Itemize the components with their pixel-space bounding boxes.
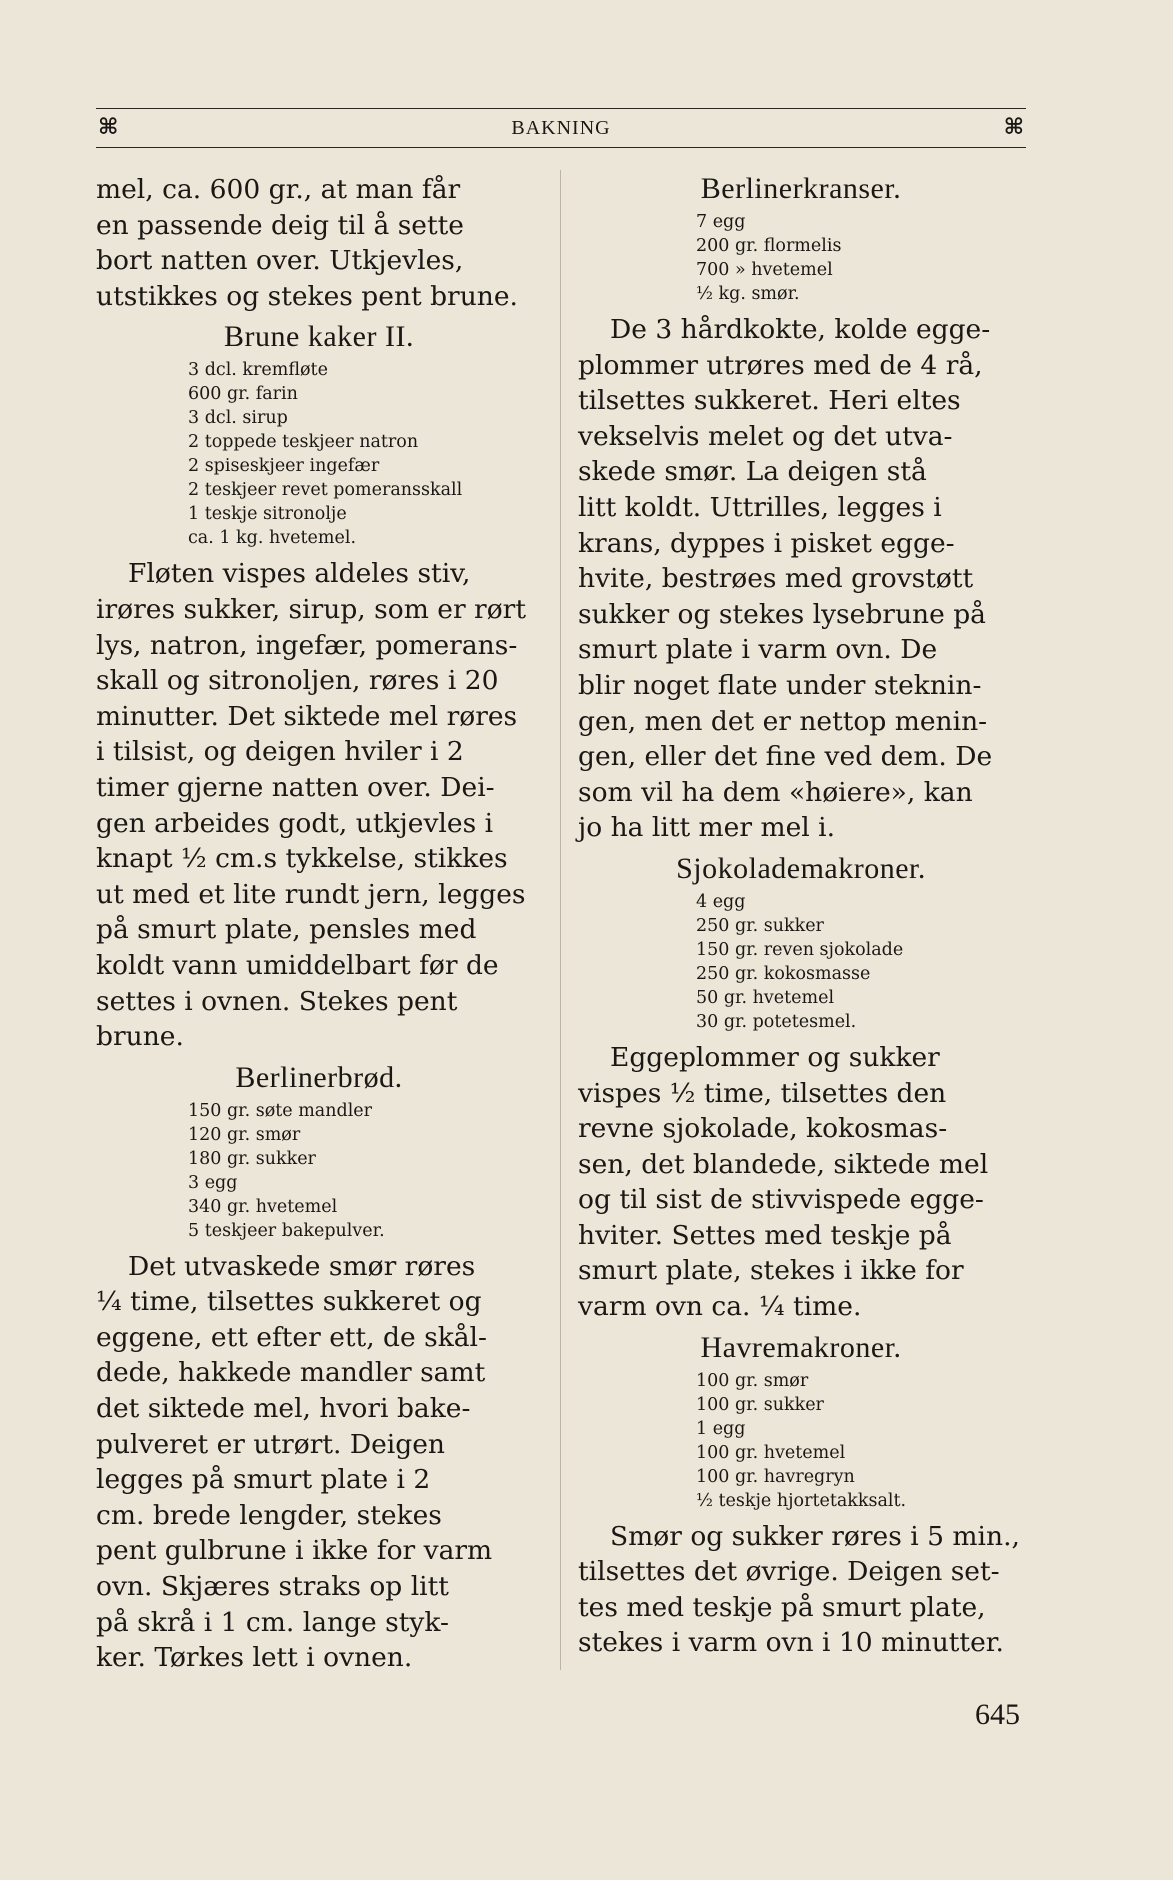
- ingredient: 2 teskjeer revet pomeransskall: [188, 480, 463, 501]
- text-line: brune.: [96, 1021, 184, 1053]
- ornament-left-icon: ⌘: [98, 114, 119, 140]
- text-line: en passende deig til å sette: [96, 209, 464, 241]
- right-column: [578, 172, 1024, 1661]
- intro-paragraph: [96, 172, 542, 314]
- ingredient: 100 gr. smør: [696, 1370, 809, 1391]
- running-title: BAKNING: [511, 117, 611, 139]
- recipe-instructions: [96, 556, 542, 1054]
- ingredient-list: [578, 1369, 1024, 1513]
- recipe-instructions: [578, 1519, 1024, 1661]
- text-line: plommer utrøres med de 4 rå,: [578, 349, 983, 381]
- ingredient: 340 gr. hvetemel: [188, 1196, 338, 1217]
- text-line: som vil ha dem «høiere», kan: [578, 776, 973, 808]
- ingredient: 100 gr. hvetemel: [696, 1442, 846, 1463]
- text-line: revne sjokolade, kokosmas-: [578, 1113, 948, 1145]
- text-line: koldt vann umiddelbart før de: [96, 949, 499, 981]
- text-line: pulveret er utrørt. Deigen: [96, 1428, 445, 1460]
- text-line: gen, eller det fine ved dem. De: [578, 741, 993, 773]
- recipe-title: Berlinerbrød.: [235, 1060, 403, 1094]
- ornament-right-icon: ⌘: [1003, 114, 1024, 140]
- ingredient: 1 teskje sitronolje: [188, 504, 347, 525]
- column-divider: [560, 170, 561, 1670]
- text-line: tilsettes sukkeret. Heri eltes: [578, 385, 961, 417]
- text-line: utstikkes og stekes pent brune.: [96, 280, 518, 312]
- text-line: i tilsist, og deigen hviler i 2: [96, 736, 464, 768]
- text-line: smurt plate, stekes i ikke for: [578, 1255, 964, 1287]
- text-line: Smør og sukker røres i 5 min.,: [610, 1520, 1020, 1552]
- text-line: stekes i varm ovn i 10 minutter.: [578, 1627, 1004, 1659]
- text-line: ovn. Skjæres straks op litt: [96, 1571, 449, 1603]
- ingredient: 50 gr. hvetemel: [696, 987, 835, 1008]
- text-line: hviter. Settes med teskje på: [578, 1219, 952, 1251]
- ingredient: 120 gr. smør: [188, 1124, 301, 1145]
- text-line: på smurt plate, pensles med: [96, 914, 477, 946]
- ingredient: 1 egg: [696, 1418, 746, 1439]
- ingredient: 3 egg: [188, 1172, 238, 1193]
- text-line: vispes ½ time, tilsettes den: [578, 1077, 947, 1109]
- text-line: pent gulbrune i ikke for varm: [96, 1535, 493, 1567]
- page-number: 645: [975, 1698, 1020, 1731]
- ingredient: 150 gr. søte mandler: [188, 1100, 373, 1121]
- text-line: skall og sitronoljen, røres i 20: [96, 665, 499, 697]
- ingredient: ca. 1 kg. hvetemel.: [188, 528, 357, 549]
- ingredient: 7 egg: [696, 212, 746, 232]
- text-line: bort natten over. Utkjevles,: [96, 245, 464, 277]
- text-line: hvite, bestrøes med grovstøtt: [578, 563, 974, 595]
- ingredient: 3 dcl. sirup: [188, 408, 288, 429]
- ingredient: 180 gr. sukker: [188, 1148, 316, 1169]
- recipe-title: Sjokolademakroner.: [676, 851, 926, 885]
- ingredient: 2 spiseskjeer ingefær: [188, 456, 380, 477]
- ingredient: 250 gr. sukker: [696, 915, 824, 936]
- running-header: [96, 108, 1026, 148]
- recipe-instructions: [578, 1040, 1024, 1325]
- text-line: timer gjerne natten over. Dei-: [96, 771, 495, 803]
- text-line: sukker og stekes lysebrune på: [578, 598, 986, 630]
- ingredient: 100 gr. sukker: [696, 1394, 824, 1415]
- ingredient: 3 dcl. kremfløte: [188, 360, 328, 381]
- text-line: litt koldt. Uttrilles, legges i: [578, 491, 942, 523]
- ingredient-list: [96, 358, 542, 550]
- ingredient: ½ teskje hjortetakksalt.: [696, 1490, 907, 1511]
- text-line: jo ha litt mer mel i.: [578, 812, 836, 844]
- text-line: cm. brede lengder, stekes: [96, 1499, 442, 1531]
- recipe-instructions: [96, 1249, 542, 1676]
- recipe-title: Brune kaker II.: [224, 320, 414, 354]
- text-line: og til sist de stivvispede egge-: [578, 1184, 984, 1216]
- ingredient-list: [96, 1099, 542, 1243]
- text-line: irøres sukker, sirup, som er rørt: [96, 593, 526, 625]
- ingredient: 4 egg: [696, 891, 746, 912]
- ingredient: ½ kg. smør.: [696, 284, 800, 304]
- text-line: vekselvis melet og det utva-: [578, 420, 953, 452]
- text-line: sen, det blandede, siktede mel: [578, 1148, 989, 1180]
- recipe-title: Berlinerkranser.: [700, 172, 902, 205]
- ingredient-list: [578, 890, 1024, 1034]
- text-line: legges på smurt plate i 2: [96, 1464, 431, 1496]
- recipe-instructions: [578, 312, 1024, 846]
- text-line: tes med teskje på smurt plate,: [578, 1591, 986, 1623]
- ingredient: 200 gr. flormelis: [696, 236, 842, 256]
- text-line: Det utvaskede smør røres: [128, 1250, 476, 1282]
- ingredient: 5 teskjeer bakepulver.: [188, 1220, 385, 1241]
- text-line: lys, natron, ingefær, pomerans-: [96, 629, 518, 661]
- text-line: det siktede mel, hvori bake-: [96, 1393, 471, 1425]
- text-line: De 3 hårdkokte, kolde egge-: [610, 314, 991, 345]
- ingredient: 250 gr. kokosmasse: [696, 963, 871, 984]
- text-line: smurt plate i varm ovn. De: [578, 634, 938, 666]
- ingredient-list: [578, 210, 1024, 306]
- ingredient: 30 gr. potetesmel.: [696, 1011, 857, 1032]
- text-line: ¼ time, tilsettes sukkeret og: [96, 1286, 482, 1318]
- text-line: eggene, ett efter ett, de skål-: [96, 1321, 487, 1353]
- text-line: gen arbeides godt, utkjevles i: [96, 807, 494, 839]
- text-line: ut med et lite rundt jern, legges: [96, 878, 526, 910]
- ingredient: 600 gr. farin: [188, 384, 298, 405]
- text-line: varm ovn ca. ¼ time.: [578, 1291, 862, 1323]
- text-line: knapt ½ cm.s tykkelse, stikkes: [96, 843, 508, 875]
- text-line: ker. Tørkes lett i ovnen.: [96, 1642, 413, 1674]
- text-line: på skrå i 1 cm. lange styk-: [96, 1606, 449, 1638]
- text-line: minutter. Det siktede mel røres: [96, 700, 518, 732]
- left-column: [96, 172, 542, 1676]
- text-line: krans, dyppes i pisket egge-: [578, 527, 955, 559]
- text-line: dede, hakkede mandler samt: [96, 1357, 486, 1389]
- ingredient: 700 » hvetemel: [696, 260, 833, 280]
- text-line: Fløten vispes aldeles stiv,: [128, 558, 471, 590]
- text-line: mel, ca. 600 gr., at man får: [96, 174, 461, 205]
- recipe-title: Havremakroner.: [700, 1330, 902, 1364]
- text-line: blir noget flate under steknin-: [578, 669, 982, 701]
- ingredient: 100 gr. havregryn: [696, 1466, 855, 1487]
- ingredient: 150 gr. reven sjokolade: [696, 939, 904, 960]
- text-line: gen, men det er nettop menin-: [578, 705, 988, 737]
- text-line: skede smør. La deigen stå: [578, 456, 927, 488]
- text-line: settes i ovnen. Stekes pent: [96, 985, 458, 1017]
- text-line: tilsettes det øvrige. Deigen set-: [578, 1556, 1000, 1588]
- text-line: Eggeplommer og sukker: [610, 1041, 940, 1073]
- ingredient: 2 toppede teskjeer natron: [188, 432, 419, 453]
